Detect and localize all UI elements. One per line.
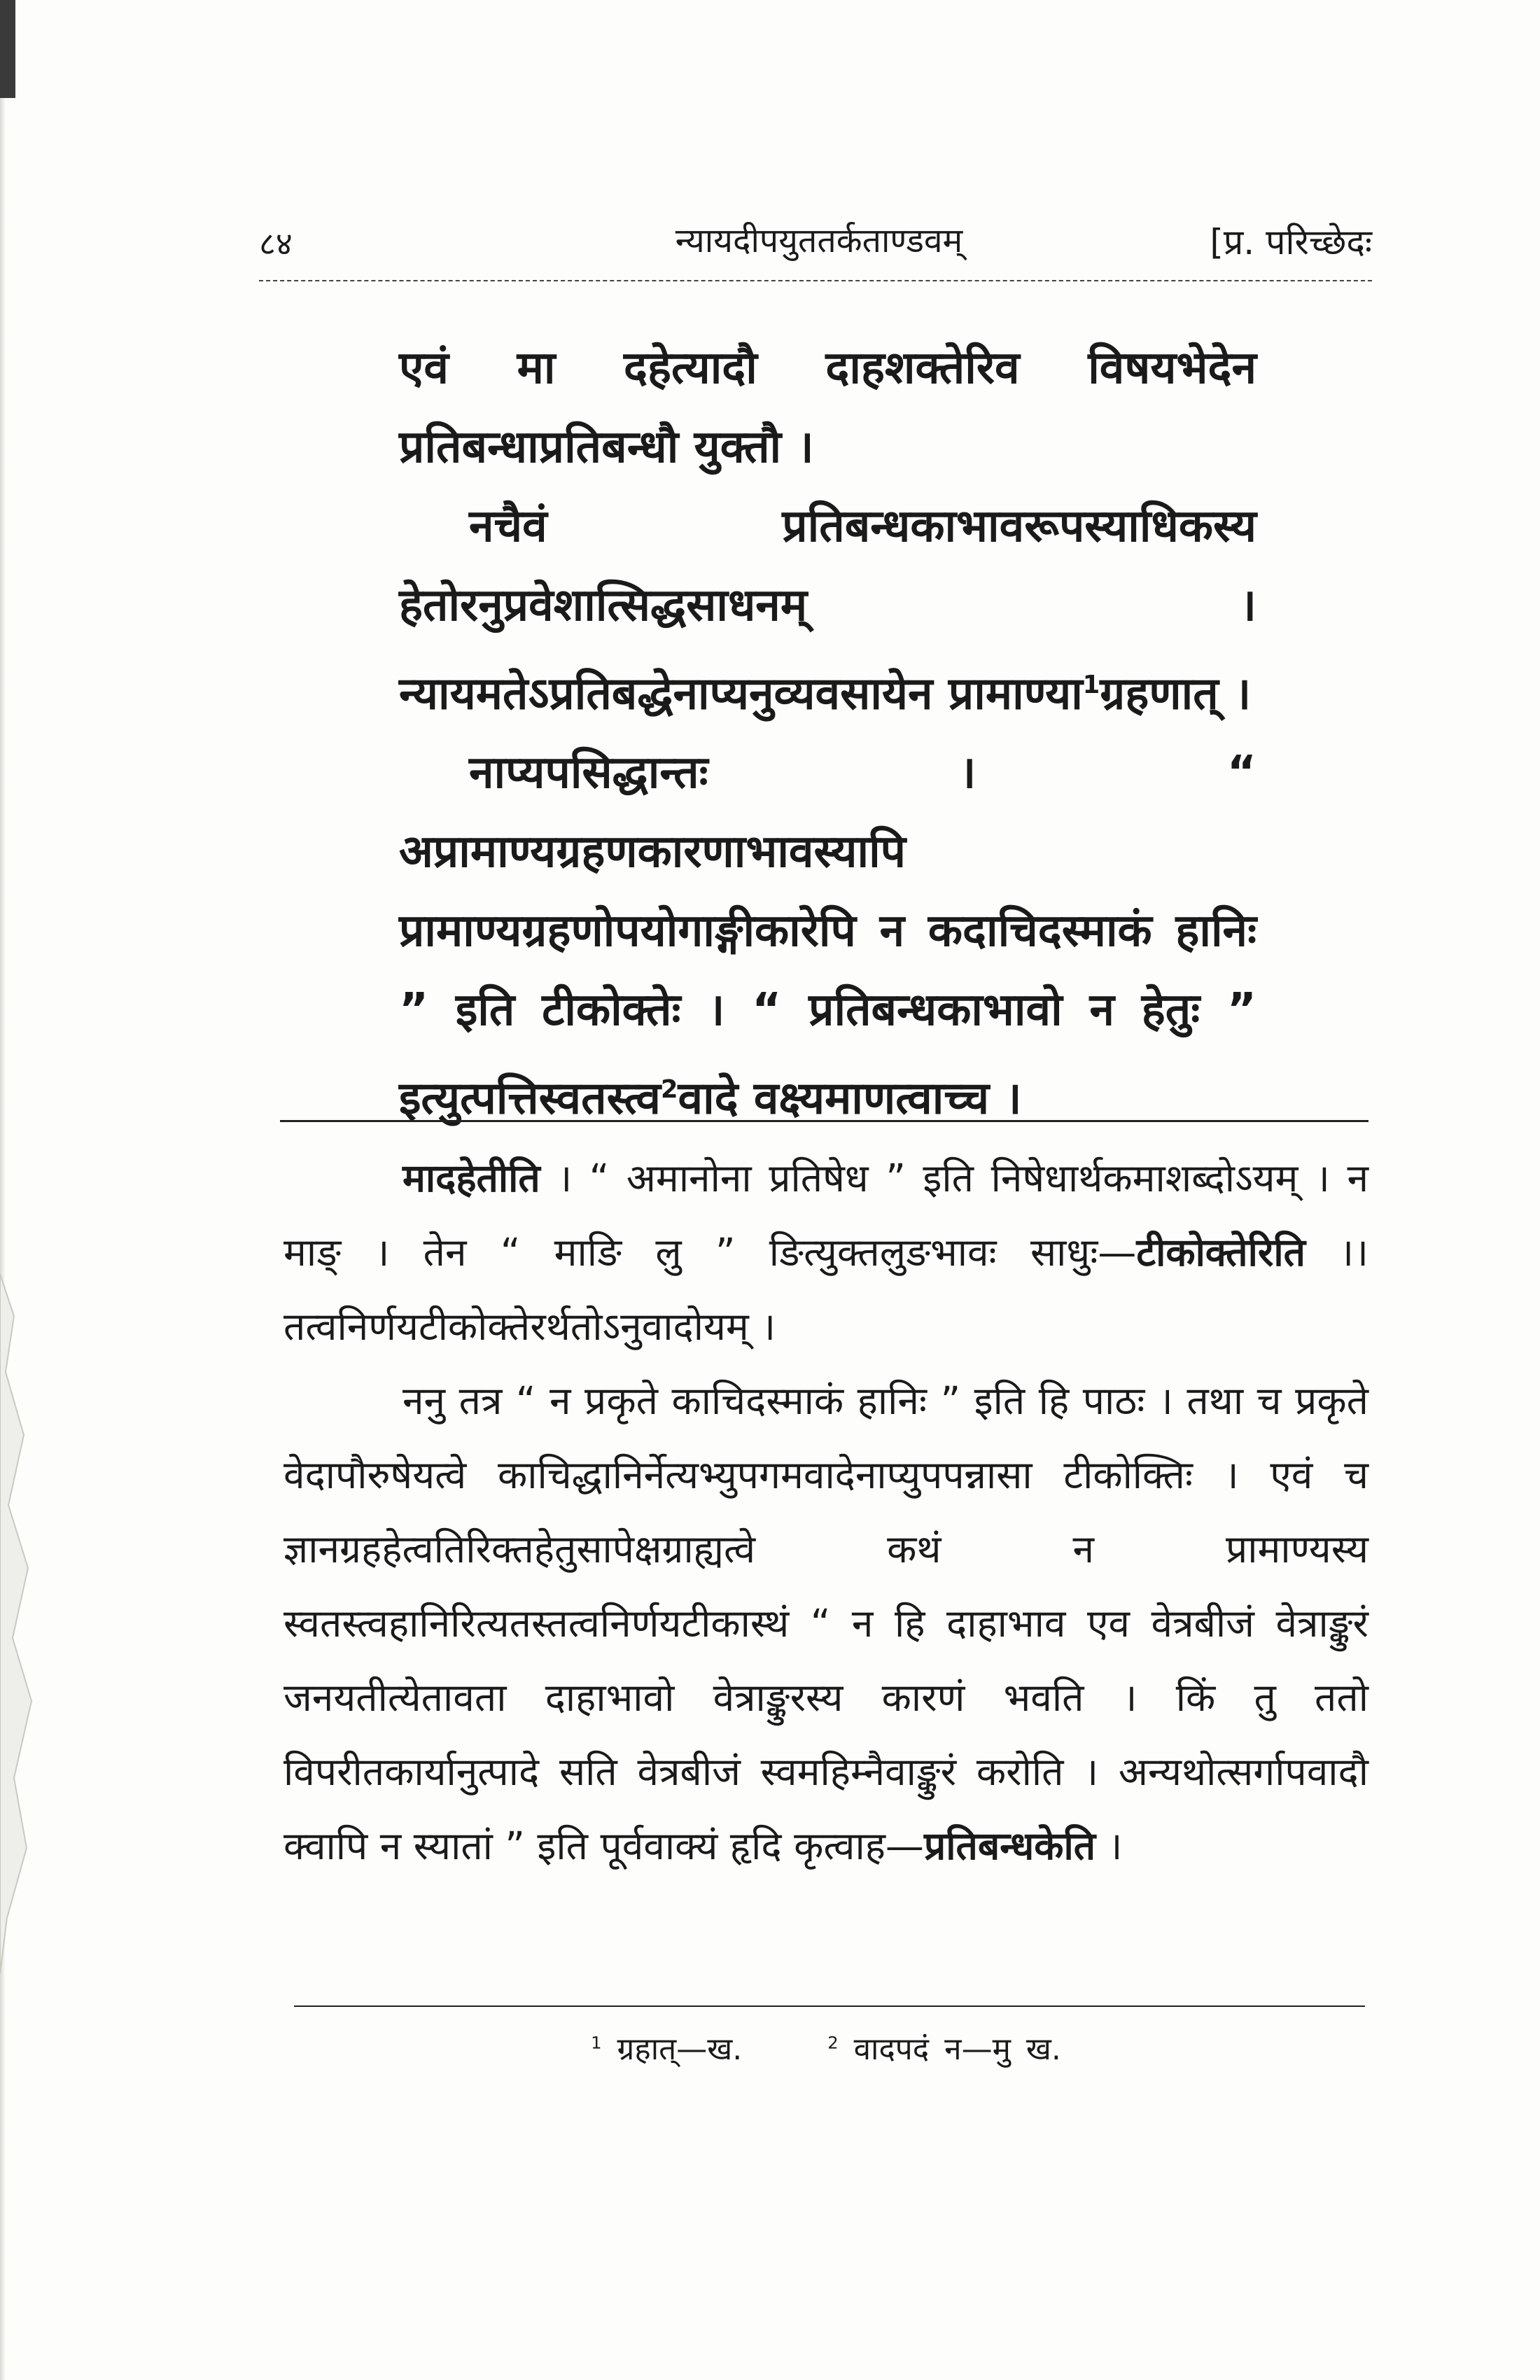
footnote-2-text: वादपदं न—मु ख.	[853, 2031, 1061, 2067]
footnote-2-mark: 2	[827, 2033, 839, 2053]
footnote-1-mark: 1	[591, 2033, 602, 2053]
root-para2-tail: ग्रहणात् ।	[1100, 668, 1252, 720]
root-text-block	[399, 329, 1256, 1139]
footnote-rule	[294, 2005, 1365, 2007]
commentary-headword-1: मादहेतीति	[402, 1156, 540, 1200]
footnote-marker-2: 2	[661, 1075, 678, 1105]
commentary-headword-3: प्रतिबन्धकेति	[923, 1823, 1096, 1868]
commentary-paragraph-2	[284, 1364, 1368, 1883]
text-divider-rule	[280, 1120, 1368, 1122]
commentary-para1-a: । “ अमानोना प्रतिषेध ” इति निषेधार्थकमाशब्दोऽयम् । न माङ् । तेन “ माङि लु ” ङित्युक्तलुङभावः साधुः—	[284, 1156, 1368, 1275]
root-para3-tail: वादे वक्ष्यमाणत्वाच्च ।	[678, 1072, 1022, 1125]
commentary-para2-b: ।	[1096, 1823, 1123, 1868]
commentary-headword-2: टीकोक्तेरिति	[1136, 1230, 1306, 1275]
footnotes	[280, 2026, 1372, 2068]
binding-gutter	[0, 98, 6, 2380]
root-paragraph-2	[399, 487, 1256, 734]
footnote-marker-1: 1	[1082, 671, 1100, 699]
root-para3-text: नाप्यपसिद्धान्तः । “ अप्रामाण्यग्रहणकारणाभावस्यापि प्रामाण्यग्रहणोपयोगाङ्गीकारेपि न कदाचिदस्माकं हानिः ” इति टीकोक्तेः । “ प्रतिबन्धकाभावो न हेतुः ” इत्युत्पत्तिस्वतस्त्व	[399, 747, 1256, 1125]
commentary-para2-a: ननु तत्र “ न प्रकृते काचिदस्माकं हानिः ” इति हि पाठः । तथा च प्रकृते वेदापौरुषेयत्वे काचिद्धानिर्नेत्यभ्युपगमवादेनाप्युपपन्नासा टीकोक्तिः । एवं च ज्ञानग्रहहेत्वतिरिक्तहेतुसापेक्षग्राह्यत्वे कथं न प्रामाण्यस्य स्वतस्त्वहानिरित्यतस्तत्वनिर्णयटीकास्थं “ न हि दाहाभाव एव वेत्रबीजं वेत्राङ्कुरं जनयतीत्येतावता दाहाभावो वेत्राङ्कुरस्य कारणं भवति । किं तु ततो विपरीतकार्यानुत्पादे सति वेत्रबीजं स्वमहिम्नैवाङ्कुरं करोति । अन्यथोत्सर्गापवादौ क्वापि न स्यातां ” इति पूर्ववाक्यं हृदि कृत्वाह—	[284, 1378, 1368, 1868]
footnote-2	[827, 2031, 1061, 2067]
commentary-block	[284, 1141, 1368, 1883]
root-para2-text: नचैवं प्रतिबन्धकाभावरूपस्याधिकस्य हेतोरनुप्रवेशात्सिद्धसाधनम् । न्यायमतेऽप्रतिबद्धेनाप्यनुव्यवसायेन प्रामाण्या	[399, 500, 1256, 720]
torn-paper-edge	[0, 1274, 77, 1974]
root-para1-text: एवं मा दहेत्यादौ दाहशक्तेरिव विषयभेदेन प्रतिबन्धाप्रतिबन्धौ युक्तौ ।	[399, 342, 1256, 473]
commentary-paragraph-1	[284, 1141, 1368, 1364]
running-header	[259, 217, 1372, 273]
book-title: न्यायदीपयुततर्कताण्डवम्	[675, 221, 963, 260]
footnote-1-text: ग्रहात्—ख.	[617, 2031, 743, 2067]
header-rule	[259, 280, 1372, 284]
binding-shadow	[0, 0, 15, 98]
root-paragraph-3	[399, 734, 1256, 1138]
commentary-para1-b: ।। तत्वनिर्णयटीकोक्तेरर्थतोऽनुवादोयम् ।	[284, 1230, 1368, 1349]
footnote-1	[591, 2031, 742, 2067]
page-number: ८४	[259, 225, 293, 262]
root-paragraph-1	[399, 329, 1256, 487]
chapter-label: [प्र. परिच्छेदः	[1210, 222, 1372, 262]
